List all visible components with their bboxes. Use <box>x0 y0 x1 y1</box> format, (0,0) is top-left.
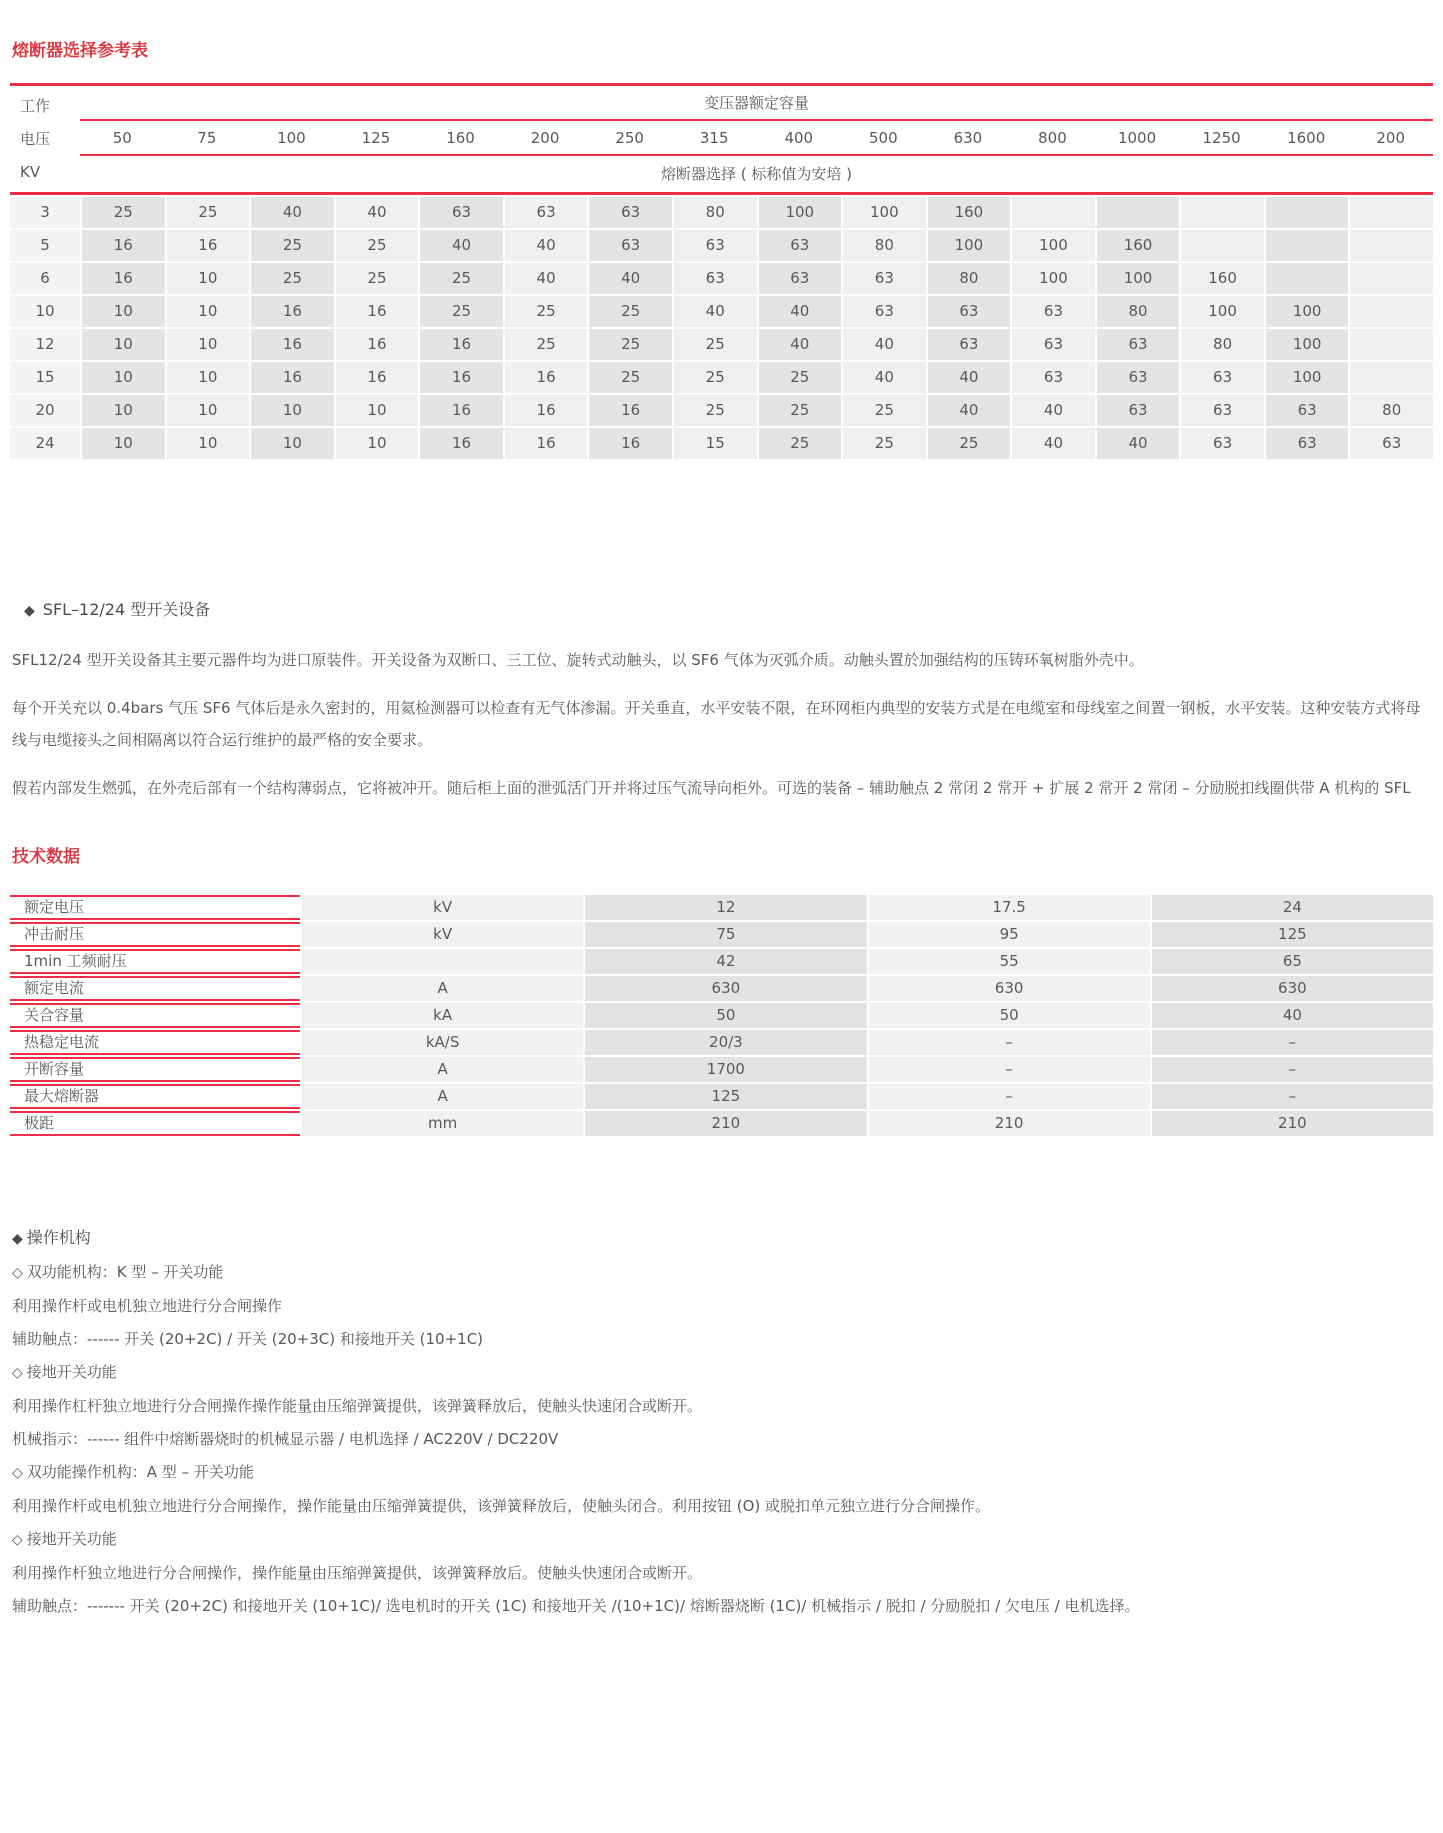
fuse-value-cell: 63 <box>928 329 1011 360</box>
fuse-value-cell: 25 <box>505 296 588 327</box>
tech-unit-cell: A <box>302 1057 583 1082</box>
capacity-column-header: 50 <box>80 121 165 156</box>
fuse-value-cell: 63 <box>843 296 926 327</box>
fuse-value-cell <box>1350 329 1433 360</box>
tech-value-cell: 95 <box>869 922 1150 947</box>
tech-value-cell: 42 <box>585 949 866 974</box>
fuse-value-cell: 40 <box>928 395 1011 426</box>
fuse-value-cell: 16 <box>505 362 588 393</box>
tech-row-label: 关合容量 <box>10 1003 300 1028</box>
line-text: 利用操作杆独立地进行分合闸操作，操作能量由压缩弹簧提供，该弹簧释放后。使触头快速闭合或断开。 <box>12 1564 703 1582</box>
fuse-value-cell: 10 <box>82 329 165 360</box>
fuse-value-cell: 10 <box>336 428 419 459</box>
tech-value-cell: 24 <box>1152 895 1433 920</box>
tech-value-cell: 210 <box>585 1111 866 1136</box>
capacity-column-header: 75 <box>165 121 250 156</box>
fuse-value-cell: 16 <box>82 263 165 294</box>
fuse-value-cell <box>1012 197 1095 228</box>
capacity-column-header: 315 <box>672 121 757 156</box>
fuse-value-cell: 16 <box>505 395 588 426</box>
fuse-value-cell: 160 <box>1097 230 1180 261</box>
tech-row-label: 额定电压 <box>10 895 300 920</box>
capacity-column-header: 1250 <box>1179 121 1264 156</box>
fuse-value-cell: 63 <box>1012 296 1095 327</box>
tech-value-cell: 20/3 <box>585 1030 866 1055</box>
fuse-value-cell: 10 <box>167 329 250 360</box>
fuse-value-cell: 100 <box>1266 296 1349 327</box>
tech-unit-cell <box>302 949 583 974</box>
fuse-value-cell: 40 <box>928 362 1011 393</box>
fuse-value-cell: 80 <box>1181 329 1264 360</box>
fuse-value-cell: 10 <box>82 395 165 426</box>
fuse-value-cell: 63 <box>1181 362 1264 393</box>
fuse-value-cell: 63 <box>674 263 757 294</box>
tech-value-cell: 210 <box>1152 1111 1433 1136</box>
fuse-value-cell: 63 <box>1012 329 1095 360</box>
kv-row-label: 15 <box>10 362 80 393</box>
tech-data-title: 技术数据 <box>12 847 80 867</box>
fuse-value-cell: 63 <box>674 230 757 261</box>
fuse-value-cell: 25 <box>589 296 672 327</box>
section-heading <box>12 1228 1433 1249</box>
fuse-value-cell: 40 <box>843 362 926 393</box>
fuse-value-cell: 40 <box>1012 428 1095 459</box>
fuse-value-cell: 63 <box>420 197 503 228</box>
fuse-value-cell: 16 <box>167 230 250 261</box>
kv-row-label: 24 <box>10 428 80 459</box>
tech-row-label: 1min 工频耐压 <box>10 949 300 974</box>
fuse-value-cell: 25 <box>589 362 672 393</box>
line-text: 利用操作杠杆独立地进行分合闸操作操作能量由压缩弹簧提供，该弹簧释放后，使触头快速闭合或断开。 <box>12 1397 703 1415</box>
tech-value-cell: – <box>1152 1057 1433 1082</box>
capacity-column-header: 200 <box>503 121 588 156</box>
fuse-value-cell: 40 <box>505 230 588 261</box>
fuse-value-cell: 100 <box>1266 329 1349 360</box>
fuse-value-cell: 63 <box>843 263 926 294</box>
fuse-value-cell: 16 <box>420 329 503 360</box>
sfl-paragraph: 假若内部发生燃弧，在外壳后部有一个结构薄弱点，它将被冲开。随后柜上面的泄弧活门开并将过压气流导向柜外。可选的装备 – 辅助触点 2 常闭 2 常开 + 扩展 2 常开 2 常闭 – 分励脱扣线圈供带 A 机构的 SFL <box>12 779 1411 797</box>
fuse-value-cell: 63 <box>1181 395 1264 426</box>
sub-heading <box>12 1529 1433 1550</box>
fuse-value-cell: 15 <box>674 428 757 459</box>
fuse-value-cell: 10 <box>336 395 419 426</box>
capacity-column-header: 1600 <box>1264 121 1349 156</box>
fuse-value-cell: 16 <box>336 296 419 327</box>
fuse-value-cell: 80 <box>843 230 926 261</box>
kv-row-label: 3 <box>10 197 80 228</box>
line-text: 双功能机构：K 型 – 开关功能 <box>26 1263 224 1281</box>
fuse-value-cell: 63 <box>759 230 842 261</box>
tech-value-cell: – <box>1152 1084 1433 1109</box>
tech-row-label: 开断容量 <box>10 1057 300 1082</box>
fuse-value-cell: 25 <box>420 263 503 294</box>
operating-mechanism-section <box>10 1228 1433 1616</box>
filled-diamond-icon: ◆ <box>12 1231 23 1247</box>
tech-row-label: 冲击耐压 <box>10 922 300 947</box>
tech-value-cell: – <box>869 1084 1150 1109</box>
fuse-value-cell: 40 <box>251 197 334 228</box>
capacity-column-header: 200 <box>1348 121 1433 156</box>
fuse-value-cell: 40 <box>336 197 419 228</box>
line-text: 辅助触点：------- 开关 (20+2C) 和接地开关 (10+1C)/ 选电机时的开关 (1C) 和接地开关 /(10+1C)/ 熔断器烧断 (1C)/ 机械指示 / 脱扣 / 分励脱扣 / 欠电压 / 电机选择。 <box>12 1597 1140 1615</box>
fuse-value-cell: 25 <box>674 362 757 393</box>
fuse-value-cell: 63 <box>1097 395 1180 426</box>
fuse-value-cell: 63 <box>1181 428 1264 459</box>
fuse-value-cell: 100 <box>1097 263 1180 294</box>
open-diamond-icon: ◇ <box>12 1265 23 1281</box>
fuse-value-cell: 160 <box>1181 263 1264 294</box>
technical-data-table <box>10 895 1433 1136</box>
kv-row-label: 10 <box>10 296 80 327</box>
sfl-heading-text: SFL–12/24 型开关设备 <box>42 600 211 619</box>
fuse-value-cell: 10 <box>82 296 165 327</box>
fuse-value-cell: 16 <box>82 230 165 261</box>
fuse-value-cell: 25 <box>251 230 334 261</box>
fuse-value-cell: 100 <box>759 197 842 228</box>
fuse-value-cell: 25 <box>420 296 503 327</box>
fuse-value-cell <box>1350 230 1433 261</box>
fuse-table-title: 熔断器选择参考表 <box>12 41 148 61</box>
fuse-value-cell <box>1266 230 1349 261</box>
tech-unit-cell: kV <box>302 922 583 947</box>
tech-value-cell: 630 <box>869 976 1150 1001</box>
capacity-column-header: 250 <box>587 121 672 156</box>
fuse-value-cell: 10 <box>82 362 165 393</box>
fuse-value-cell: 16 <box>251 362 334 393</box>
fuse-value-cell: 10 <box>167 362 250 393</box>
sub-heading <box>12 1262 1433 1283</box>
fuse-value-cell: 16 <box>420 428 503 459</box>
fuse-value-cell: 16 <box>589 428 672 459</box>
kv-row-label: 5 <box>10 230 80 261</box>
capacity-column-header: 400 <box>757 121 842 156</box>
fuse-value-cell: 10 <box>167 296 250 327</box>
fuse-value-cell: 63 <box>928 296 1011 327</box>
fuse-value-cell: 100 <box>928 230 1011 261</box>
tech-value-cell: 65 <box>1152 949 1433 974</box>
line-text: 操作机构 <box>26 1228 91 1247</box>
fuse-value-cell: 25 <box>759 428 842 459</box>
sfl-section-heading <box>10 597 1433 620</box>
fuse-value-cell: 80 <box>1350 395 1433 426</box>
capacity-column-header: 500 <box>841 121 926 156</box>
fuse-value-cell <box>1350 263 1433 294</box>
tech-unit-cell: kA/S <box>302 1030 583 1055</box>
fuse-value-cell: 25 <box>759 395 842 426</box>
fuse-value-cell: 25 <box>251 263 334 294</box>
fuse-value-cell: 40 <box>759 329 842 360</box>
fuse-value-cell: 25 <box>759 362 842 393</box>
tech-value-cell: 17.5 <box>869 895 1150 920</box>
fuse-value-cell: 16 <box>251 296 334 327</box>
fuse-choice-subheader: 熔断器选择 ( 标称值为安培 ) <box>660 165 852 183</box>
fuse-value-cell: 80 <box>674 197 757 228</box>
fuse-value-cell <box>1266 263 1349 294</box>
tech-value-cell: 630 <box>1152 976 1433 1001</box>
fuse-value-cell <box>1350 296 1433 327</box>
line-text: 双功能操作机构：A 型 – 开关功能 <box>26 1463 254 1481</box>
working-voltage-corner-label <box>10 86 80 192</box>
line-text: 利用操作杆或电机独立地进行分合闸操作，操作能量由压缩弹簧提供，该弹簧释放后，使触头闭合。利用按钮 (O) 或脱扣单元独立进行分合闸操作。 <box>12 1497 991 1515</box>
fuse-value-cell: 63 <box>1097 362 1180 393</box>
fuse-value-cell: 16 <box>336 329 419 360</box>
tech-unit-cell: kA <box>302 1003 583 1028</box>
fuse-value-cell: 40 <box>505 263 588 294</box>
tech-value-cell: – <box>869 1030 1150 1055</box>
tech-value-cell: 630 <box>585 976 866 1001</box>
tech-value-cell: 50 <box>869 1003 1150 1028</box>
tech-value-cell: 55 <box>869 949 1150 974</box>
fuse-value-cell: 40 <box>420 230 503 261</box>
line-text: 接地开关功能 <box>26 1363 117 1381</box>
sub-heading <box>12 1462 1433 1483</box>
tech-value-cell: 125 <box>585 1084 866 1109</box>
fuse-value-cell: 63 <box>759 263 842 294</box>
fuse-value-cell: 40 <box>1097 428 1180 459</box>
fuse-value-cell: 100 <box>1012 230 1095 261</box>
line-text: 辅助触点：------ 开关 (20+2C) / 开关 (20+3C) 和接地开关 (10+1C) <box>12 1330 484 1348</box>
capacity-column-header: 1000 <box>1095 121 1180 156</box>
capacity-column-header: 630 <box>926 121 1011 156</box>
corner-line-1: 工作 <box>20 96 51 115</box>
sfl-paragraph: SFL12/24 型开关设备其主要元器件均为进口原装件。开关设备为双断口、三工位、旋转式动触头，以 SF6 气体为灭弧介质。动触头置於加强结构的压铸环氧树脂外壳中。 <box>12 651 1144 669</box>
tech-value-cell: 1700 <box>585 1057 866 1082</box>
fuse-value-cell: 10 <box>167 395 250 426</box>
tech-value-cell: 210 <box>869 1111 1150 1136</box>
fuse-value-cell: 63 <box>589 230 672 261</box>
fuse-value-cell <box>1350 197 1433 228</box>
tech-unit-cell: A <box>302 1084 583 1109</box>
tech-unit-cell: mm <box>302 1111 583 1136</box>
body-line <box>12 1329 1433 1349</box>
tech-row-label: 极距 <box>10 1111 300 1136</box>
capacity-column-header: 100 <box>249 121 334 156</box>
body-line <box>12 1429 1433 1449</box>
tech-value-cell: 50 <box>585 1003 866 1028</box>
fuse-value-cell: 10 <box>251 428 334 459</box>
fuse-value-cell: 100 <box>1266 362 1349 393</box>
fuse-value-cell: 25 <box>928 428 1011 459</box>
tech-value-cell: – <box>1152 1030 1433 1055</box>
fuse-value-cell <box>1266 197 1349 228</box>
line-text: 接地开关功能 <box>26 1530 117 1548</box>
fuse-value-cell <box>1097 197 1180 228</box>
fuse-value-cell: 16 <box>251 329 334 360</box>
corner-line-2: 电压 <box>20 129 51 148</box>
fuse-value-cell: 25 <box>167 197 250 228</box>
fuse-value-cell: 25 <box>843 395 926 426</box>
capacity-column-header: 125 <box>334 121 419 156</box>
fuse-value-cell: 63 <box>1266 395 1349 426</box>
fuse-value-cell: 40 <box>843 329 926 360</box>
fuse-value-cell: 16 <box>505 428 588 459</box>
fuse-value-cell: 10 <box>82 428 165 459</box>
fuse-value-cell <box>1350 362 1433 393</box>
tech-value-cell: 75 <box>585 922 866 947</box>
kv-row-label: 20 <box>10 395 80 426</box>
fuse-value-cell: 63 <box>1012 362 1095 393</box>
tech-value-cell: 125 <box>1152 922 1433 947</box>
fuse-value-cell: 25 <box>505 329 588 360</box>
capacity-column-header: 160 <box>418 121 503 156</box>
tech-value-cell: – <box>869 1057 1150 1082</box>
fuse-value-cell: 25 <box>674 395 757 426</box>
fuse-value-cell: 25 <box>82 197 165 228</box>
fuse-value-cell: 16 <box>336 362 419 393</box>
sfl-paragraphs <box>10 644 1433 804</box>
body-line <box>12 1496 1433 1516</box>
fuse-value-cell: 10 <box>251 395 334 426</box>
tech-value-cell: 12 <box>585 895 866 920</box>
fuse-value-cell: 40 <box>759 296 842 327</box>
body-line <box>12 1396 1433 1416</box>
fuse-value-cell: 25 <box>589 329 672 360</box>
fuse-value-cell: 63 <box>589 197 672 228</box>
fuse-value-cell: 16 <box>420 362 503 393</box>
open-diamond-icon: ◇ <box>12 1532 23 1548</box>
fuse-value-cell: 40 <box>674 296 757 327</box>
transformer-capacity-header: 变压器额定容量 <box>80 86 1433 121</box>
body-line <box>12 1296 1433 1316</box>
fuse-table-header <box>10 83 1433 195</box>
kv-row-label: 12 <box>10 329 80 360</box>
fuse-value-cell: 25 <box>336 230 419 261</box>
fuse-value-cell: 63 <box>1266 428 1349 459</box>
fuse-value-cell: 63 <box>1097 329 1180 360</box>
fuse-value-cell: 63 <box>505 197 588 228</box>
fuse-value-cell: 160 <box>928 197 1011 228</box>
line-text: 利用操作杆或电机独立地进行分合闸操作 <box>12 1297 283 1315</box>
fuse-value-cell: 10 <box>167 263 250 294</box>
fuse-value-cell: 63 <box>1350 428 1433 459</box>
kv-row-label: 6 <box>10 263 80 294</box>
fuse-value-cell: 25 <box>674 329 757 360</box>
fuse-value-cell: 80 <box>1097 296 1180 327</box>
tech-value-cell: 40 <box>1152 1003 1433 1028</box>
fuse-value-cell: 100 <box>843 197 926 228</box>
capacity-column-header: 800 <box>1010 121 1095 156</box>
filled-diamond-icon: ◆ <box>24 603 35 619</box>
sfl-paragraph: 每个开关充以 0.4bars 气压 SF6 气体后是永久密封的，用氦检测器可以检查有无气体渗漏。开关垂直，水平安装不限，在环网柜内典型的安装方式是在电缆室和母线室之间置一钢板，水平安装。这种安装方式将母线与电缆接头之间相隔离以符合运行维护的最严格的安全要求。 <box>12 699 1421 749</box>
fuse-value-cell: 80 <box>928 263 1011 294</box>
fuse-value-cell: 100 <box>1181 296 1264 327</box>
fuse-value-cell: 10 <box>167 428 250 459</box>
fuse-value-cell <box>1181 197 1264 228</box>
tech-unit-cell: A <box>302 976 583 1001</box>
fuse-value-cell: 16 <box>589 395 672 426</box>
fuse-table-body <box>10 197 1433 459</box>
open-diamond-icon: ◇ <box>12 1365 23 1381</box>
tech-row-label: 热稳定电流 <box>10 1030 300 1055</box>
corner-line-3: KV <box>20 162 41 181</box>
sub-heading <box>12 1362 1433 1383</box>
fuse-value-cell: 16 <box>420 395 503 426</box>
tech-row-label: 最大熔断器 <box>10 1084 300 1109</box>
fuse-value-cell: 40 <box>589 263 672 294</box>
tech-unit-cell: kV <box>302 895 583 920</box>
fuse-value-cell: 100 <box>1012 263 1095 294</box>
fuse-value-cell: 25 <box>843 428 926 459</box>
fuse-value-cell <box>1181 230 1264 261</box>
tech-row-label: 额定电流 <box>10 976 300 1001</box>
fuse-value-cell: 40 <box>1012 395 1095 426</box>
fuse-value-cell: 25 <box>336 263 419 294</box>
open-diamond-icon: ◇ <box>12 1465 23 1481</box>
line-text: 机械指示：------ 组件中熔断器烧时的机械显示器 / 电机选择 / AC220V / DC220V <box>12 1430 559 1448</box>
body-line <box>12 1563 1433 1583</box>
fuse-selection-table <box>10 83 1433 459</box>
body-line <box>12 1596 1433 1616</box>
